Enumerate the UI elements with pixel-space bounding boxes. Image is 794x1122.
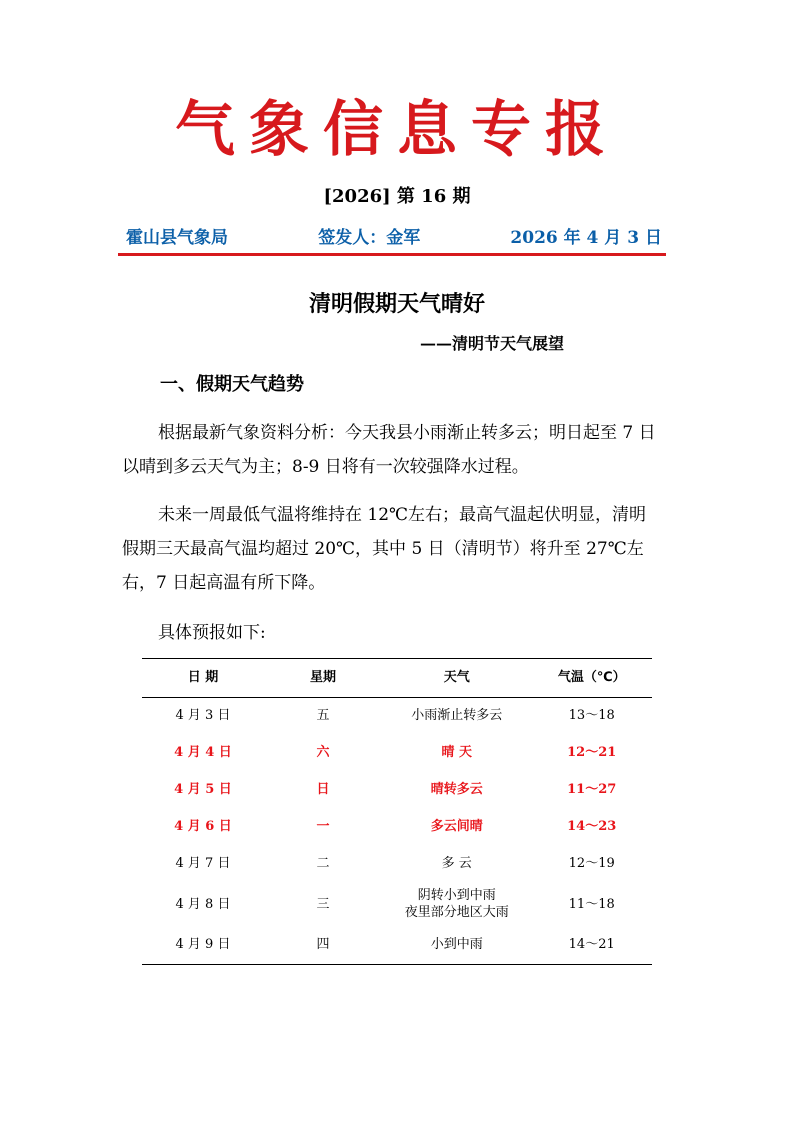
weather-line: 小雨渐止转多云 xyxy=(411,708,503,724)
cell-date: 4 月 5 日 xyxy=(174,782,232,798)
weather-line: 夜里部分地区大雨 xyxy=(404,905,509,920)
table-row xyxy=(142,927,652,965)
forecast-table-body xyxy=(142,698,652,965)
cell-weekday: 五 xyxy=(316,708,330,724)
cell-weather xyxy=(382,883,531,927)
issuer-agency: 霍山县气象局 xyxy=(126,228,228,248)
cell-weather xyxy=(382,772,531,809)
paragraph-intro-table: 具体预报如下: xyxy=(158,623,266,643)
weather-line: 晴 天 xyxy=(441,745,472,761)
header-temperature: 气温（℃） xyxy=(531,659,652,698)
cell-date: 4 月 6 日 xyxy=(174,819,232,835)
article-subtitle: ——清明节天气展望 xyxy=(420,334,565,353)
cell-temperature: 11～27 xyxy=(567,782,617,798)
weather-line: 小到中雨 xyxy=(430,937,483,953)
cell-date: 4 月 3 日 xyxy=(175,708,231,724)
table-row xyxy=(142,735,652,772)
cell-date: 4 月 9 日 xyxy=(142,927,264,965)
issuer-bar xyxy=(126,230,662,247)
cell-temperature: 14～23 xyxy=(567,819,617,835)
cell-weekday: 四 xyxy=(264,927,382,965)
weather-line: 多 云 xyxy=(441,856,472,872)
cell-weather xyxy=(382,927,531,965)
header-date: 日 期 xyxy=(142,659,264,698)
forecast-table xyxy=(142,658,652,965)
header-weekday: 星期 xyxy=(264,659,382,698)
issuer-signer: 签发人：金军 xyxy=(318,228,421,248)
weather-line: 阴转小到中雨 xyxy=(417,888,496,904)
cell-weather xyxy=(382,735,531,772)
cell-weather xyxy=(382,698,531,736)
table-header-row xyxy=(142,659,652,698)
table-row xyxy=(142,809,652,846)
cell-weekday: 日 xyxy=(316,782,330,798)
article-title: 清明假期天气晴好 xyxy=(308,291,485,317)
masthead-title: 气象信息专报 xyxy=(175,95,619,165)
cell-temperature: 11～18 xyxy=(568,896,615,912)
issue-number: [2026] 第 16 期 xyxy=(323,186,471,207)
header-weather: 天气 xyxy=(382,659,531,698)
table-row xyxy=(142,883,652,927)
cell-weekday: 一 xyxy=(316,819,330,835)
cell-temperature: 12～21 xyxy=(567,745,617,761)
cell-temperature: 13～18 xyxy=(568,708,615,724)
cell-weekday: 二 xyxy=(316,856,330,872)
cell-date: 4 月 4 日 xyxy=(174,745,232,761)
table-row xyxy=(142,846,652,883)
issue-date: 2026 年 4 月 3 日 xyxy=(510,228,662,248)
cell-date: 4 月 7 日 xyxy=(175,856,231,872)
cell-date: 4 月 8 日 xyxy=(175,896,231,912)
section-heading: 一、假期天气趋势 xyxy=(160,374,304,395)
cell-weekday: 六 xyxy=(316,745,330,761)
cell-temperature: 14～21 xyxy=(531,927,652,965)
paragraph-forecast-summary: 根据最新气象资料分析：今天我县小雨渐止转多云；明日起至 7 日以晴到多云天气为主；8-9 日将有一次较强降水过程。 xyxy=(122,423,656,477)
header-divider xyxy=(118,253,666,256)
cell-temperature: 12～19 xyxy=(568,856,615,872)
cell-weather xyxy=(382,846,531,883)
table-row xyxy=(142,772,652,809)
weather-line: 晴转多云 xyxy=(430,782,483,798)
paragraph-temperature: 未来一周最低气温将维持在 12℃左右；最高气温起伏明显，清明假期三天最高气温均超过 20℃，其中 5 日（清明节）将升至 27℃左右，7 日起高温有所下降。 xyxy=(122,505,647,593)
table-row xyxy=(142,698,652,736)
cell-weather xyxy=(382,809,531,846)
weather-line: 多云间晴 xyxy=(430,819,483,835)
cell-weekday: 三 xyxy=(316,896,330,912)
